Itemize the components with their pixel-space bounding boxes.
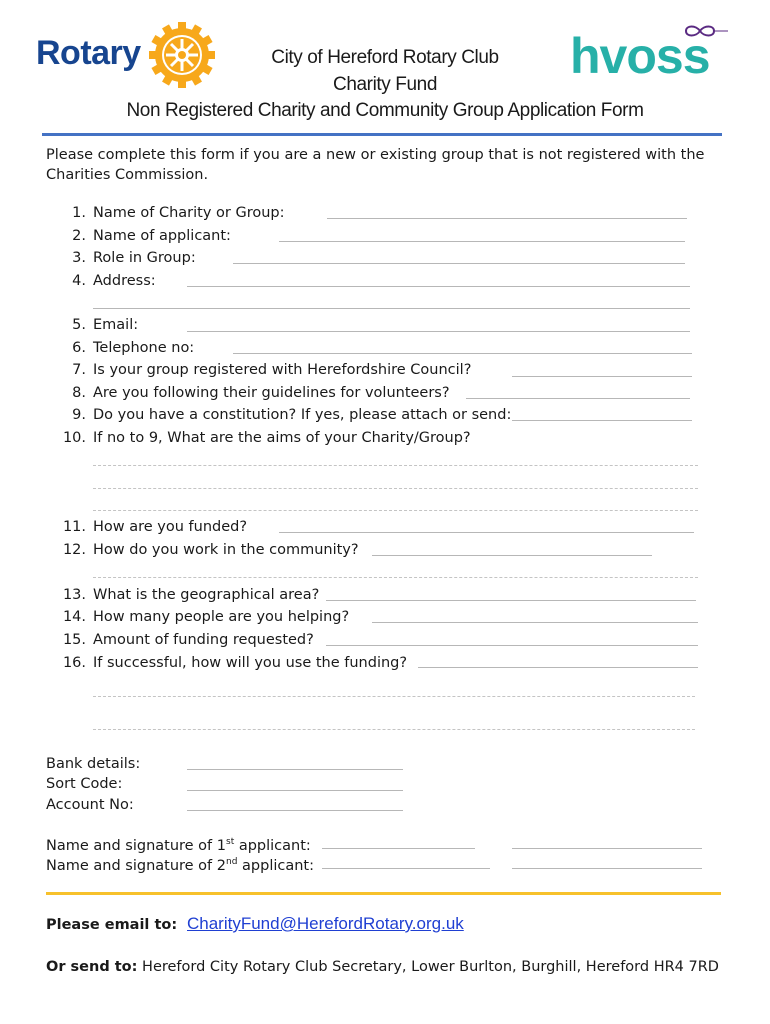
sort-code-label: Sort Code: <box>46 776 123 792</box>
question-number: 9. <box>72 407 86 423</box>
answer-field-12b[interactable] <box>93 577 698 578</box>
title-line-1: City of Hereford Rotary Club <box>271 47 499 68</box>
question-text: Name of applicant: <box>93 228 231 244</box>
question-text: How do you work in the community? <box>93 542 359 558</box>
question-number: 5. <box>72 317 86 333</box>
question-text: Telephone no: <box>93 340 195 356</box>
question-number: 12. <box>62 542 86 558</box>
question-number: 8. <box>72 385 86 401</box>
rotary-wordmark: Rotary <box>36 34 141 72</box>
question-number: 13. <box>62 587 86 603</box>
question-number: 3. <box>72 250 86 266</box>
answer-field-4[interactable] <box>187 286 690 287</box>
postal-address <box>46 958 719 976</box>
question-text: Email: <box>93 317 139 333</box>
answer-field-16[interactable] <box>418 667 698 668</box>
send-address: Hereford City Rotary Club Secretary, Lower Burlton, Burghill, Hereford HR4 7RD <box>137 959 719 975</box>
question-number: 1. <box>72 205 86 221</box>
intro-text: Please complete this form if you are a new or existing group that is not registered with the Charities Commission. <box>46 147 705 183</box>
answer-field-6[interactable] <box>233 353 692 354</box>
question-number: 10. <box>62 430 86 446</box>
question-text: What is the geographical area? <box>93 587 320 603</box>
answer-field-2[interactable] <box>279 241 685 242</box>
answer-field-16c[interactable] <box>93 729 695 730</box>
question-text: Address: <box>93 273 156 289</box>
hvoss-logo <box>570 24 735 84</box>
answer-field-1[interactable] <box>327 218 687 219</box>
question-text: Is your group registered with Herefordshire Council? <box>93 362 472 378</box>
title-line-2: Charity Fund <box>333 74 437 95</box>
answer-field-10b[interactable] <box>93 488 698 489</box>
answer-field-5[interactable] <box>187 331 690 332</box>
question-text: If no to 9, What are the aims of your Charity/Group? <box>93 430 471 446</box>
question-text: Amount of funding requested? <box>93 632 314 648</box>
signature-2-label: Name and signature of 2nd applicant: <box>46 857 314 874</box>
send-label: Or send to: <box>46 959 138 975</box>
email-label: Please email to: <box>46 917 178 933</box>
signature-1-label: Name and signature of 1st applicant: <box>46 837 311 854</box>
question-number: 16. <box>62 655 86 671</box>
answer-field-4b[interactable] <box>93 308 690 309</box>
answer-field-7[interactable] <box>512 376 692 377</box>
question-text: Role in Group: <box>93 250 196 266</box>
question-number: 14. <box>62 609 86 625</box>
question-text: How many people are you helping? <box>93 609 350 625</box>
answer-field-12[interactable] <box>372 555 652 556</box>
answer-field-10c[interactable] <box>93 510 698 511</box>
signature-2-sign-field[interactable] <box>512 868 702 869</box>
account-no-label: Account No: <box>46 797 134 813</box>
question-number: 15. <box>62 632 86 648</box>
answer-field-10a[interactable] <box>93 465 698 466</box>
answer-field-15[interactable] <box>326 645 698 646</box>
title-line-3: Non Registered Charity and Community Group Application Form <box>126 100 644 121</box>
signature-1-name-field[interactable] <box>322 848 475 849</box>
question-text: Do you have a constitution? If yes, please attach or send: <box>93 407 512 423</box>
answer-field-16b[interactable] <box>93 696 695 697</box>
header-divider <box>42 133 722 136</box>
answer-field-11[interactable] <box>279 532 694 533</box>
email-link[interactable]: CharityFund@HerefordRotary.org.uk <box>187 914 464 933</box>
question-number: 6. <box>72 340 86 356</box>
answer-field-8[interactable] <box>466 398 690 399</box>
question-text: If successful, how will you use the funding? <box>93 655 408 671</box>
question-text: Are you following their guidelines for volunteers? <box>93 385 450 401</box>
hvoss-wordmark: hvoss <box>570 28 710 84</box>
bank-details-field[interactable] <box>187 769 403 770</box>
footer-divider <box>46 892 721 895</box>
question-number: 4. <box>72 273 86 289</box>
answer-field-3[interactable] <box>233 263 685 264</box>
signature-2-name-field[interactable] <box>322 868 490 869</box>
answer-field-13[interactable] <box>326 600 696 601</box>
signature-1-sign-field[interactable] <box>512 848 702 849</box>
question-text: Name of Charity or Group: <box>93 205 285 221</box>
question-text: How are you funded? <box>93 519 248 535</box>
question-number: 7. <box>72 362 86 378</box>
sort-code-field[interactable] <box>187 790 403 791</box>
bank-details-label: Bank details: <box>46 756 141 772</box>
answer-field-14[interactable] <box>372 622 698 623</box>
account-no-field[interactable] <box>187 810 403 811</box>
answer-field-9[interactable] <box>512 420 692 421</box>
question-number: 2. <box>72 228 86 244</box>
question-number: 11. <box>62 519 86 535</box>
